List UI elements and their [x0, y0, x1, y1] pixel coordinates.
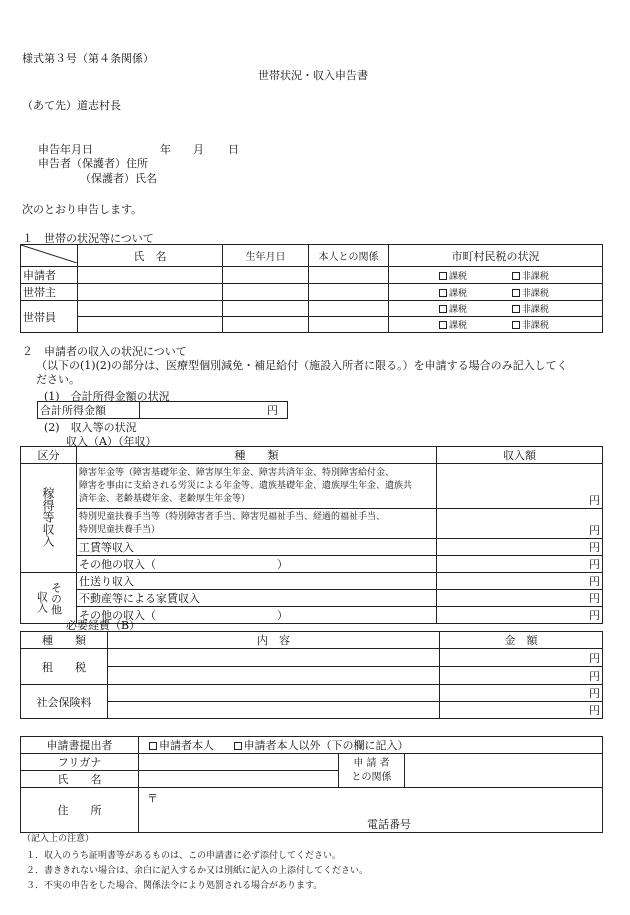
phone-label: 電話番号: [367, 818, 411, 831]
rent-amount[interactable]: 円: [437, 590, 603, 607]
tax-content-2[interactable]: [108, 667, 440, 685]
date-label: 申告年月日: [38, 143, 93, 156]
submitter-options: 申請者本人 申請者本人以外（下の欄に記入）: [139, 737, 603, 754]
tax-content-1[interactable]: [108, 649, 440, 667]
subsection1-heading: (1) 合計所得金額の状況: [44, 390, 170, 403]
checkbox[interactable]: [512, 305, 520, 313]
other-income-amount-1[interactable]: 円: [437, 556, 603, 573]
other-income-type-2: その他の収入（ ）: [77, 607, 437, 624]
col-tax-header: 市町村民税の状況: [389, 245, 603, 267]
checkbox[interactable]: [512, 272, 520, 280]
row-label-member: 世帯員: [21, 301, 78, 333]
form-number: 様式第３号（第４条関係）: [22, 52, 154, 65]
row-label-householder: 世帯主: [21, 284, 78, 301]
checkbox-self[interactable]: [149, 742, 157, 750]
table-row: [21, 539, 603, 556]
expense-col-type: 種 類: [21, 632, 108, 649]
checkbox-other[interactable]: [234, 742, 242, 750]
row-label-applicant: 申請者: [21, 267, 78, 284]
note-item-3: ３．不実の申告をした場合、関係法令により処罰される場合があります。: [26, 881, 323, 891]
subsection2-heading: (2) 収入等の状況: [44, 421, 137, 434]
social-amount-1[interactable]: 円: [440, 685, 603, 702]
tax-status-cell: 課税 非課税: [389, 267, 603, 284]
wages-type: 工賃等収入: [77, 539, 437, 556]
social-insurance-label: 社会保険料: [21, 685, 108, 719]
furigana-input[interactable]: [139, 754, 339, 771]
table-row: [21, 464, 603, 509]
total-income-table: [37, 401, 288, 419]
other-category: 収入 その他: [21, 573, 77, 624]
col-relation-header: 本人との関係: [309, 245, 389, 267]
declaration-text: 次のとおり申告します。: [22, 203, 143, 216]
social-content-1[interactable]: [108, 685, 440, 702]
pension-type: 障害年金等（障害基礎年金、障害厚生年金、障害共済年金、特別障害給付金、 障害を事由に支給される労災による年金等、遺族基礎年金、遺族厚生年金、遺族共 済年金、老齢基礎年金、老齢厚生年金等）: [77, 464, 437, 509]
relation-cell[interactable]: [309, 267, 389, 284]
submitter-label: 申請書提出者: [21, 737, 139, 754]
submitter-table: [20, 736, 603, 833]
name-cell[interactable]: [78, 267, 223, 284]
relation-cell[interactable]: [309, 301, 389, 317]
checkbox[interactable]: [439, 272, 447, 280]
submitter-address-label: 住 所: [21, 788, 139, 833]
year-label: 年: [160, 143, 171, 156]
table-row: [21, 685, 603, 702]
other-income-amount-2[interactable]: 円: [437, 607, 603, 624]
postal-mark: 〒: [147, 792, 158, 805]
expense-col-content: 内 容: [108, 632, 440, 649]
section2-note-line2: ださい。: [36, 373, 80, 386]
submitter-address-input[interactable]: [139, 788, 603, 833]
remittance-amount[interactable]: 円: [437, 573, 603, 590]
allowance-type: 特別児童扶養手当等（特別障害者手当、障害児福祉手当、経過的福祉手当、 特別児童扶養手当）: [77, 509, 437, 539]
notes-heading: （記入上の注意）: [22, 834, 95, 844]
name-cell[interactable]: [78, 284, 223, 301]
expenses-table: [20, 631, 603, 719]
table-row: [21, 573, 603, 590]
note-item-2: ２．書ききれない場合は、余白に記入するか又は別紙に記入の上添付してください。: [26, 866, 369, 876]
checkbox[interactable]: [512, 289, 520, 297]
table-row: [21, 301, 603, 317]
tax-status-cell: 課税 非課税: [389, 284, 603, 301]
birthdate-cell[interactable]: [223, 284, 309, 301]
income-col-type: 種 類: [77, 447, 437, 464]
birthdate-cell[interactable]: [223, 317, 309, 333]
checkbox[interactable]: [439, 321, 447, 329]
table-row: [21, 509, 603, 539]
section2-note-line1: （以下の(1)(2)の部分は、医療型個別減免・補足給付（施設入所者に限る。）を申請する場合のみ記入してく: [36, 359, 568, 372]
total-income-label: 合計所得金額: [38, 402, 140, 419]
table-row: [21, 649, 603, 667]
income-heading: 収入（A）（年収）: [66, 435, 157, 448]
tax-status-cell: 課税 非課税: [389, 301, 603, 317]
birthdate-cell[interactable]: [223, 267, 309, 284]
checkbox[interactable]: [439, 305, 447, 313]
relation-cell[interactable]: [309, 317, 389, 333]
expenses-heading: 必要経費（B）: [66, 619, 141, 632]
day-label: 日: [228, 143, 239, 156]
addressee: （あて先）道志村長: [22, 99, 121, 112]
table-row: [21, 667, 603, 685]
other-income-type-1: その他の収入（ ）: [77, 556, 437, 573]
submitter-name-label: 氏 名: [21, 771, 139, 788]
note-item-1: １．収入のうち証明書等があるものは、この申請書に必ず添付してください。: [26, 851, 342, 861]
page-title: 世帯状況・収入申告書: [258, 69, 368, 82]
relation-label: 申 請 者 との関係: [339, 754, 405, 788]
table-row: [21, 590, 603, 607]
earned-category: 稼得等収入: [21, 464, 77, 573]
month-label: 月: [193, 143, 204, 156]
allowance-amount[interactable]: 円: [437, 509, 603, 539]
pension-amount[interactable]: 円: [437, 464, 603, 509]
income-col-category: 区分: [21, 447, 77, 464]
col-name-header: 氏 名: [78, 245, 223, 267]
total-income-input[interactable]: 円: [140, 402, 288, 419]
wages-amount[interactable]: 円: [437, 539, 603, 556]
relation-input[interactable]: [405, 754, 603, 788]
table-row: [21, 556, 603, 573]
furigana-label: フリガナ: [21, 754, 139, 771]
col-birthdate-header: 生年月日: [223, 245, 309, 267]
tax-expense-label: 租 税: [21, 649, 108, 685]
submitter-name-input[interactable]: [139, 771, 339, 788]
name-cell[interactable]: [78, 317, 223, 333]
birthdate-cell[interactable]: [223, 301, 309, 317]
section2-heading: ２ 申請者の収入の状況について: [22, 345, 187, 358]
table-row: [21, 267, 603, 284]
diagonal-line: [21, 245, 77, 263]
social-amount-2[interactable]: 円: [440, 702, 603, 719]
social-content-2[interactable]: [108, 702, 440, 719]
address-label: 申告者（保護者）住所: [38, 157, 148, 170]
income-col-amount: 収入額: [437, 447, 603, 464]
tax-status-cell: 課税 非課税: [389, 317, 603, 333]
table-row: [21, 702, 603, 719]
checkbox[interactable]: [512, 321, 520, 329]
tax-amount-2[interactable]: 円: [440, 667, 603, 685]
rent-type: 不動産等による家賃収入: [77, 590, 437, 607]
name-cell[interactable]: [78, 301, 223, 317]
table-row: [21, 284, 603, 301]
remittance-type: 仕送り収入: [77, 573, 437, 590]
section1-heading: １ 世帯の状況等について: [22, 232, 154, 245]
income-table: [20, 446, 603, 624]
header-diagonal-cell: [21, 245, 78, 267]
name-label: （保護者）氏名: [80, 172, 157, 185]
relation-cell[interactable]: [309, 284, 389, 301]
household-table: [20, 244, 603, 333]
expense-col-amount: 金 額: [440, 632, 603, 649]
tax-amount-1[interactable]: 円: [440, 649, 603, 667]
table-row: [21, 317, 603, 333]
checkbox[interactable]: [439, 289, 447, 297]
